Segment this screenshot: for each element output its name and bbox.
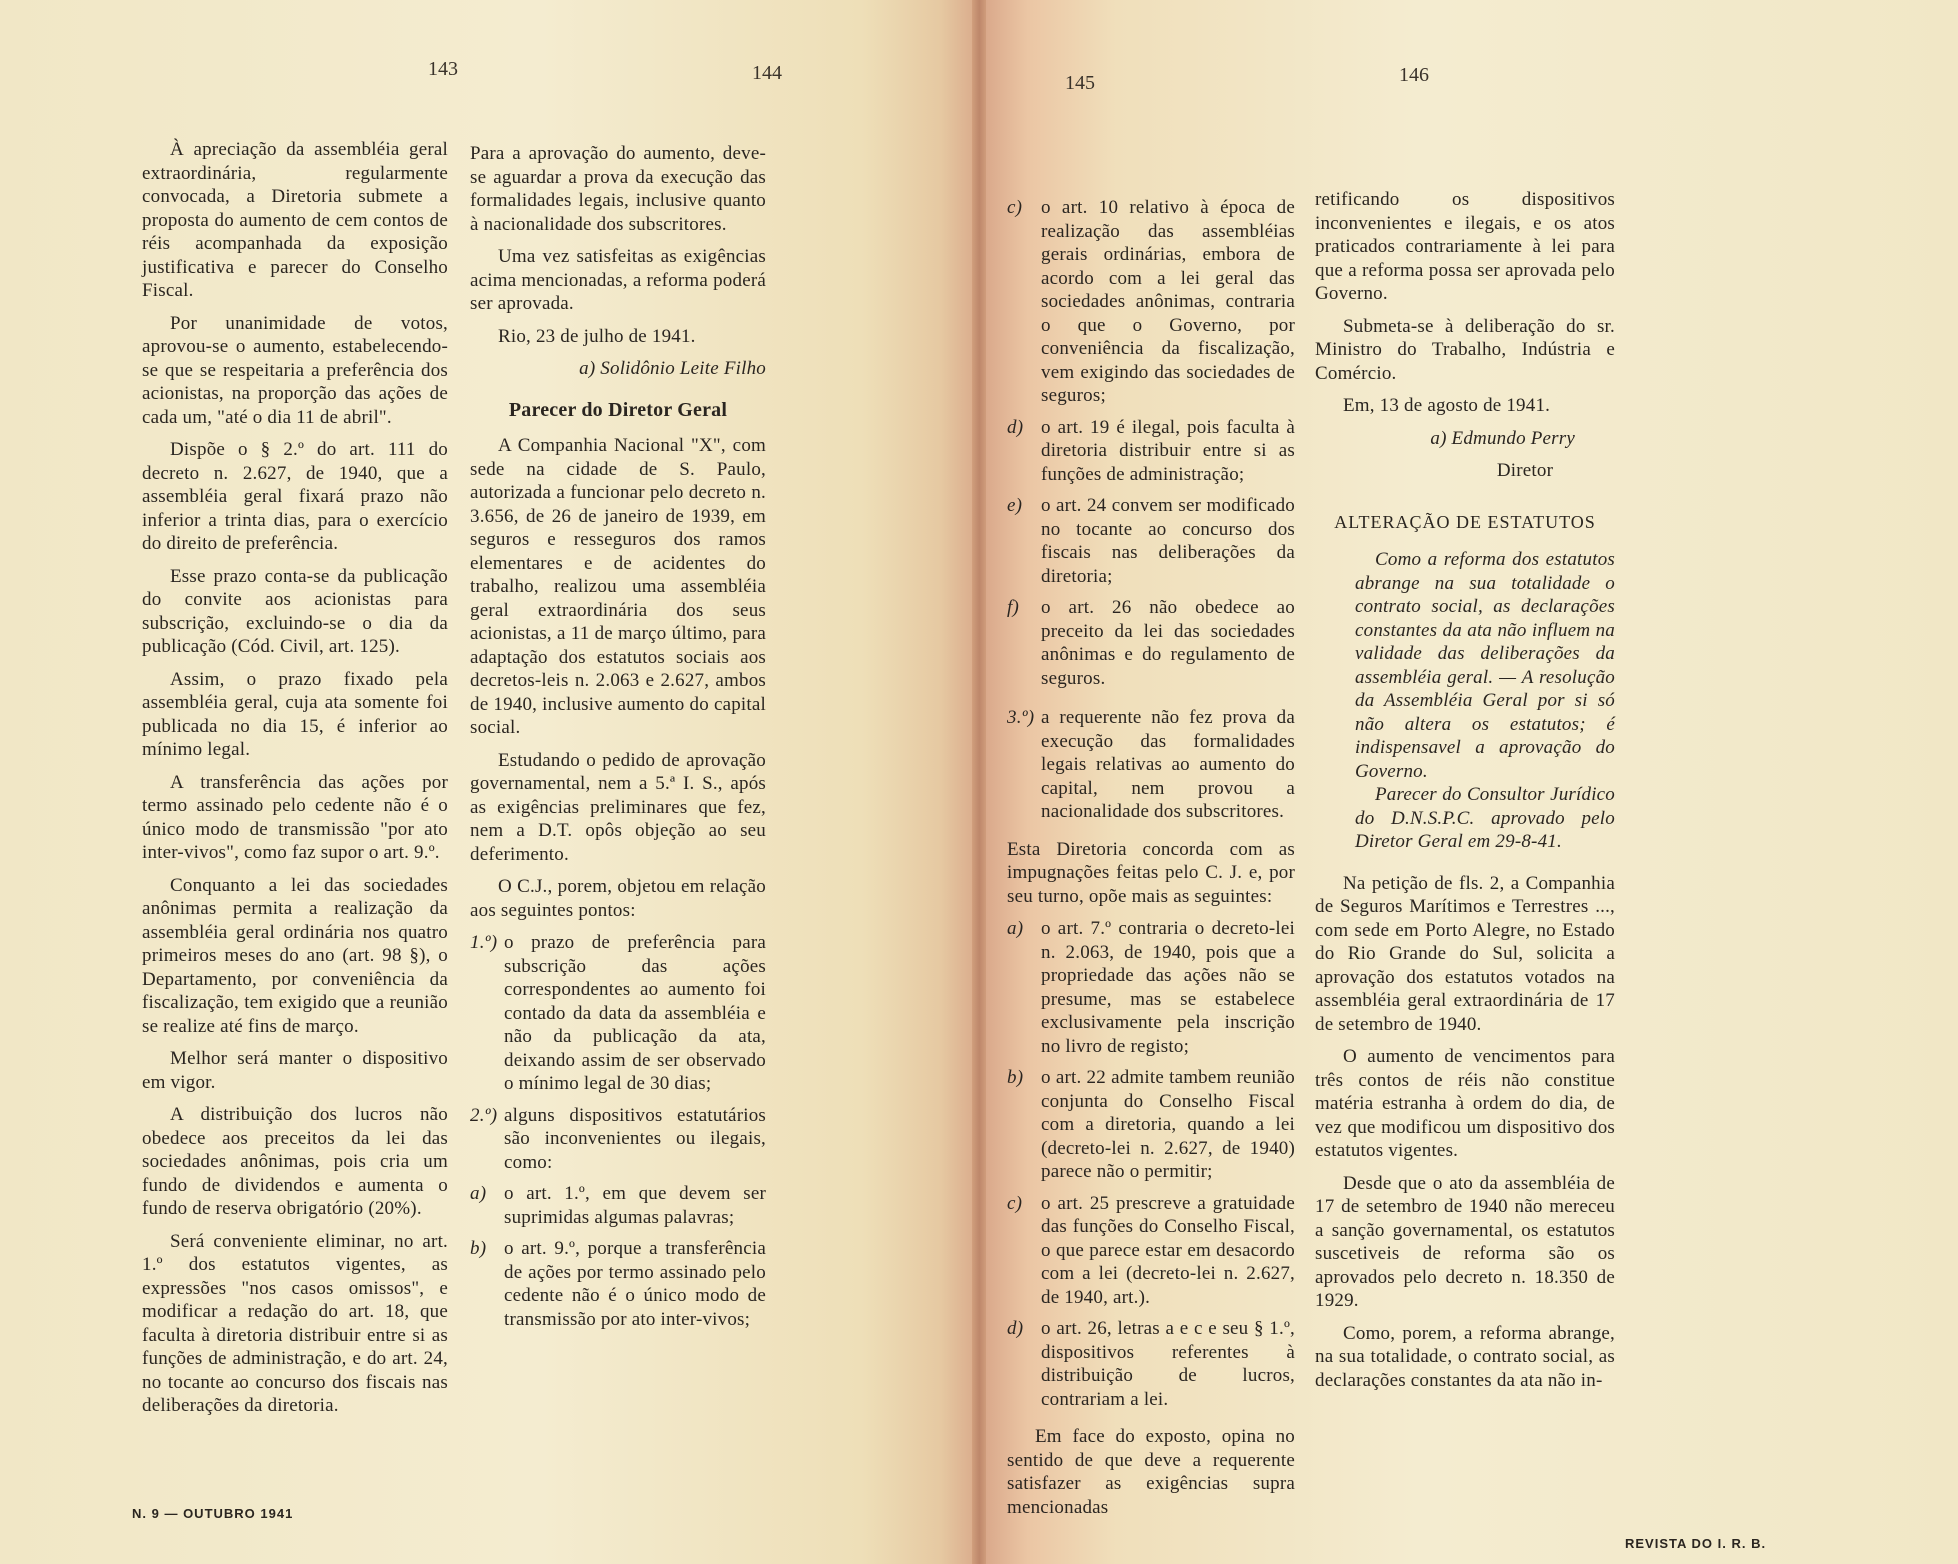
book-gutter [972, 0, 986, 1564]
list-item [470, 1104, 766, 1175]
paragraph: Será conveniente eliminar, no art. 1.º dos estatutos vigentes, as expressões "nos casos omissos", e modificar a redação do art. 18, que faculta à diretoria distribuir entre si as funções de administração, e do art. 24, no tocante ao concurso dos fiscais nas deliberações da diretoria. [142, 1230, 448, 1416]
footer-issue: N. 9 — OUTUBRO 1941 [132, 1506, 294, 1521]
signature: a) Solidônio Leite Filho [579, 358, 766, 379]
list-item [1007, 1192, 1295, 1310]
list-item [1007, 196, 1295, 408]
list-item-text: o art. 22 admite tambem reunião conjunta do Conselho Fiscal com a diretoria, quando a lei (decreto-lei n. 2.627, de 1940) parece não o permitir; [1041, 1067, 1295, 1182]
list-item-label: d) [1007, 1318, 1024, 1339]
paragraph: Submeta-se à deliberação do sr. Ministro do Trabalho, Indústria e Comércio. [1315, 315, 1615, 384]
column-144 [470, 142, 766, 1339]
list-item-text: o art. 9.º, porque a transferência de ações por termo assinado pelo cedente não é o único modo de transmissão por ato inter-vivos; [504, 1238, 766, 1330]
footer-journal: REVISTA DO I. R. B. [1625, 1536, 1767, 1551]
paragraph: O C.J., porem, objetou em relação aos seguintes pontos: [470, 876, 766, 921]
list-item-label: e) [1007, 495, 1023, 516]
list-item [470, 931, 766, 1096]
list-item [1007, 494, 1295, 588]
paragraph: À apreciação da assembléia geral extraordinária, regularmente convocada, a Diretoria submete a proposta do aumento de cem contos de réis acompanhada da exposição justificativa e parecer do Conselho Fiscal. [142, 139, 448, 301]
page-number-146: 146 [1399, 64, 1429, 86]
paragraph: Por unanimidade de votos, aprovou-se o aumento, estabelecendo-se que se respeitaria a preferência dos acionistas, na proporção das ações de cada um, "até o dia 11 de abril". [142, 312, 448, 428]
list-item [470, 1182, 766, 1229]
list-item-label: c) [1007, 1192, 1023, 1214]
column-145 [1007, 196, 1295, 1528]
page-number-144: 144 [752, 62, 782, 84]
list-item-label: 2.º) [470, 1104, 498, 1126]
list-item-text: o prazo de preferência para subscrição das ações correspondentes ao aumento foi contado da data da assembléia e não da publicação da ata, deixando assim de ser observado o mínimo legal de 30 dias; [504, 932, 766, 1094]
paragraph: Estudando o pedido de aprovação governamental, nem a 5.ª I. S., após as exigências preliminares que fez, nem a D.T. opôs objeção ao seu deferimento. [470, 749, 766, 865]
paragraph: O aumento de vencimentos para três contos de réis não constitue matéria estranha à ordem do dia, de vez que modificou um dispositivo dos estatutos vigentes. [1315, 1046, 1615, 1161]
paragraph: Em face do exposto, opina no sentido de que deve a requerente satisfazer as exigências supra mencionadas [1007, 1426, 1295, 1518]
paragraph: A transferência das ações por termo assinado pelo cedente não é o único modo de transmissão "por ato inter-vivos", como faz supor o art. 9.º. [142, 771, 448, 863]
signature: a) Edmundo Perry [1430, 427, 1575, 449]
paragraph: A distribuição dos lucros não obedece aos preceitos da lei das sociedades anônimas, pois cria um fundo de dividendos e aumenta o fundo de reserva obrigatório (20%). [142, 1104, 448, 1219]
list-item [1007, 1066, 1295, 1184]
paragraph: A Companhia Nacional "X", com sede na cidade de S. Paulo, autorizada a funcionar pelo decreto n. 3.656, de 26 de janeiro de 1939, em seguros e resseguros dos ramos elementares e de acidentes do trabalho, realizou uma assembléia geral extraordinária dos seus acionistas, a 11 de março último, para adaptação dos estatutos sociais aos decretos-leis n. 2.063 e 2.627, ambos de 1940, inclusive aumento do capital social. [470, 435, 766, 738]
list-item-label: c) [1007, 197, 1023, 218]
paragraph: Como, porem, a reforma abrange, na sua totalidade, o contrato social, as declarações constantes da ata não in- [1315, 1322, 1615, 1391]
list-item-text: o art. 26, letras a e c e seu § 1.º, dispositivos referentes à distribuição de lucros, contrariam a lei. [1041, 1318, 1295, 1410]
date-line: Em, 13 de agosto de 1941. [1343, 395, 1551, 416]
list-item-text: o art. 19 é ilegal, pois faculta à diretoria distribuir entre si as funções de administração; [1041, 416, 1295, 485]
list-item-text: o art. 7.º contraria o decreto-lei n. 2.063, de 1940, pois que a propriedade das ações não se presume, mas se estabelece exclusivamente pela inscrição no livro de registo; [1041, 918, 1295, 1057]
paragraph: retificando os dispositivos inconvenientes e ilegais, e os atos praticados contrariamente à lei para que a reforma possa ser aprovada pelo Governo. [1315, 189, 1615, 304]
list-item [1007, 917, 1295, 1058]
paragraph: Esse prazo conta-se da publicação do convite aos acionistas para subscrição, excluindo-se o dia da publicação (Cód. Civil, art. 125). [142, 565, 448, 657]
page-number-143: 143 [428, 58, 458, 80]
paragraph: Desde que o ato da assembléia de 17 de setembro de 1940 não mereceu a sanção governamental, os estatutos suscetiveis de reforma são os aprovados pelo decreto n. 18.350 de 1929. [1315, 1172, 1615, 1311]
list-item-label: 1.º) [470, 932, 498, 953]
paragraph: Para a aprovação do aumento, deve-se aguardar a prova da execução das formalidades legais, inclusive quanto à nacionalidade dos subscritores. [470, 143, 766, 235]
section-heading: ALTERAÇÃO DE ESTATUTOS [1334, 511, 1596, 532]
summary-text: Como a reforma dos estatutos abrange na sua totalidade o contrato social, as declarações constantes da ata não influem na validade das deliberações da assembléia geral. — A resolução da Assembléia Geral por si só não altera os estatutos; é indispensavel a aprovação do Governo. [1355, 549, 1615, 782]
list-item-label: d) [1007, 416, 1024, 438]
list-item-label: a) [470, 1183, 487, 1204]
list-item-label: b) [1007, 1067, 1024, 1088]
list-item-text: alguns dispositivos estatutários são inconvenientes ou ilegais, como: [504, 1104, 766, 1173]
column-146 [1315, 188, 1615, 1401]
list-item [1007, 596, 1295, 690]
list-item-text: o art. 25 prescreve a gratuidade das funções do Conselho Fiscal, o que parece estar em desacordo com a lei (decreto-lei n. 2.627, de 1940, art.). [1041, 1192, 1295, 1308]
paragraph: Dispõe o § 2.º do art. 111 do decreto n. 2.627, de 1940, que a assembléia geral fixará prazo não inferior a trinta dias, para o exercício do direito de preferência. [142, 439, 448, 554]
paragraph: Esta Diretoria concorda com as impugnações feitas pelo C. J. e, por seu turno, opõe mais as seguintes: [1007, 838, 1295, 907]
list-item [1007, 706, 1295, 824]
date-line: Rio, 23 de julho de 1941. [498, 325, 696, 347]
summary-source: Parecer do Consultor Jurídico do D.N.S.P.C. aprovado pelo Diretor Geral em 29-8-41. [1355, 784, 1615, 852]
section-heading: Parecer do Diretor Geral [508, 398, 728, 421]
list-item-label: 3.º) [1007, 707, 1035, 728]
signature-title: Diretor [1496, 460, 1554, 481]
paragraph: Na petição de fls. 2, a Companhia de Seguros Marítimos e Terrestres ..., com sede em Porto Alegre, no Estado do Rio Grande do Sul, solicita a aprovação dos estatutos votados na assembléia geral extraordinária de 17 de setembro de 1940. [1315, 872, 1615, 1035]
list-item [1007, 416, 1295, 487]
list-item-text: o art. 26 não obedece ao preceito da lei das sociedades anônimas e do regulamento de seguros. [1041, 597, 1295, 689]
paragraph: Conquanto a lei das sociedades anônimas permita a realização da assembléia geral ordinária nos quatro primeiros meses do ano (art. 98 §), o Departamento, por conveniência da fiscalização, tem exigido que a reunião se realize até fins de março. [142, 874, 448, 1037]
list-item [1007, 1317, 1295, 1411]
column-143 [142, 138, 448, 1427]
right-page [979, 0, 1958, 1564]
list-item-text: a requerente não fez prova da execução das formalidades legais relativas ao aumento do capital, nem provou a nacionalidade dos subscritores. [1041, 707, 1295, 822]
list-item-label: a) [1007, 918, 1024, 939]
paragraph: Assim, o prazo fixado pela assembléia geral, cuja ata somente foi publicada no dia 15, é inferior ao mínimo legal. [142, 668, 448, 760]
list-item-label: b) [470, 1238, 487, 1259]
list-item-text: o art. 10 relativo à época de realização das assembléias gerais ordinárias, embora de acordo com a lei geral das sociedades anônimas, contraria o que o Governo, por conveniência da fiscalização, vem exigindo das sociedades de seguros; [1041, 197, 1295, 406]
list-item-text: o art. 1.º, em que devem ser suprimidas algumas palavras; [504, 1183, 766, 1228]
list-item-label: f) [1007, 597, 1020, 618]
paragraph: Uma vez satisfeitas as exigências acima mencionadas, a reforma poderá ser aprovada. [470, 246, 766, 314]
paragraph: Melhor será manter o dispositivo em vigor. [142, 1048, 448, 1093]
list-item [470, 1237, 766, 1331]
page-number-145: 145 [1065, 72, 1095, 94]
list-item-text: o art. 24 convem ser modificado no tocante ao concurso dos fiscais nas deliberações da diretoria; [1041, 495, 1295, 587]
